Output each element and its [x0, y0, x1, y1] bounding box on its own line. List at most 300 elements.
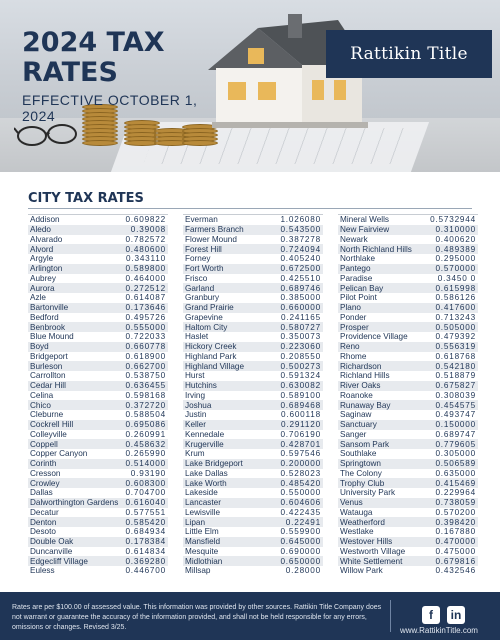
tax-rate: 0.28000 — [285, 566, 321, 576]
tax-rate: 1.026080 — [280, 215, 321, 225]
table-row — [338, 488, 478, 498]
table-row — [183, 371, 323, 381]
tax-rate: 0.577551 — [125, 507, 166, 517]
tax-rate: 0.425510 — [280, 273, 321, 283]
tax-rate: 0.485420 — [280, 478, 321, 488]
table-row — [338, 478, 478, 488]
city-name: Reno — [340, 342, 360, 352]
tax-rate: 0.600118 — [281, 410, 321, 420]
city-name: Westlake — [340, 527, 374, 537]
city-name: Sanctuary — [340, 420, 377, 430]
city-name: Bartonville — [30, 303, 69, 313]
table-row — [183, 274, 323, 284]
tax-rate: 0.689746 — [280, 283, 321, 293]
city-name: Carrollton — [30, 371, 66, 381]
tax-rate: 0.454575 — [435, 400, 476, 410]
table-row — [183, 498, 323, 508]
city-name: Double Oak — [30, 537, 74, 547]
tax-rate: 0.713243 — [435, 312, 476, 322]
city-name: Mineral Wells — [340, 215, 389, 225]
tax-rate: 0.782572 — [125, 234, 166, 244]
city-name: Lancaster — [185, 498, 221, 508]
city-name: Keller — [185, 420, 206, 430]
table-row — [183, 225, 323, 235]
tax-rate: 0.480600 — [125, 244, 166, 254]
tax-rate: 0.5732944 — [430, 215, 476, 225]
tax-rate: 0.464000 — [125, 273, 166, 283]
table-row — [338, 508, 478, 518]
city-name: Pantego — [340, 264, 371, 274]
city-name: Lipan — [185, 517, 206, 527]
rates-column-1 — [28, 214, 168, 576]
tax-rate: 0.538750 — [125, 371, 166, 381]
tax-rate: 0.229964 — [435, 488, 476, 498]
city-name: Northlake — [340, 254, 376, 264]
city-name: Southlake — [340, 449, 377, 459]
tax-rate: 0.265990 — [125, 449, 166, 459]
table-row — [28, 459, 168, 469]
tax-rate: 0.428701 — [280, 439, 321, 449]
city-name: Denton — [30, 517, 57, 527]
tax-rate: 0.604606 — [280, 498, 321, 508]
city-name: Sanger — [340, 429, 367, 439]
city-name: Kennedale — [185, 429, 225, 439]
website-link[interactable]: www.RattikinTitle.com — [400, 626, 478, 635]
tax-rate: 0.695086 — [125, 420, 166, 430]
tax-rate: 0.614834 — [125, 546, 166, 556]
tax-rate: 0.475000 — [435, 546, 476, 556]
table-row — [183, 410, 323, 420]
table-row — [183, 215, 323, 225]
table-row — [338, 566, 478, 576]
tax-rate: 0.570000 — [435, 264, 476, 274]
table-row — [183, 332, 323, 342]
tax-rate: 0.489389 — [435, 244, 476, 254]
table-row — [183, 244, 323, 254]
table-row — [183, 313, 323, 323]
tax-rate: 0.385000 — [280, 293, 321, 303]
city-name: Ponder — [340, 312, 367, 322]
tax-rate: 0.689468 — [280, 400, 321, 410]
tax-rate: 0.585420 — [125, 517, 166, 527]
city-name: Hutchins — [185, 381, 217, 391]
footer — [0, 592, 500, 640]
tax-rate: 0.241165 — [281, 312, 321, 322]
city-name: Celina — [30, 390, 54, 400]
city-name: Crowley — [30, 478, 60, 488]
divider — [28, 208, 472, 209]
table-row — [338, 283, 478, 293]
tax-rate: 0.689747 — [435, 429, 476, 439]
tax-rate: 0.495726 — [125, 312, 166, 322]
tax-rate: 0.559900 — [280, 527, 321, 537]
footer-divider — [390, 600, 391, 632]
table-row — [183, 342, 323, 352]
tax-rate: 0.662700 — [125, 361, 166, 371]
city-name: Blue Mound — [30, 332, 74, 342]
table-row — [28, 264, 168, 274]
city-name: Krugerville — [185, 439, 224, 449]
table-row — [28, 244, 168, 254]
facebook-icon[interactable]: f — [422, 606, 440, 624]
table-row — [183, 439, 323, 449]
table-row — [338, 313, 478, 323]
city-name: Plano — [340, 303, 361, 313]
table-row — [338, 293, 478, 303]
tax-rate: 0.178384 — [125, 537, 166, 547]
table-row — [28, 342, 168, 352]
city-name: Irving — [185, 390, 206, 400]
table-row — [183, 322, 323, 332]
city-name: Addison — [30, 215, 60, 225]
brand-logo — [326, 30, 492, 78]
tax-rate: 0.555000 — [125, 322, 166, 332]
table-row — [28, 439, 168, 449]
table-row — [28, 537, 168, 547]
tax-rate: 0.305000 — [435, 449, 476, 459]
city-name: Trophy Club — [340, 478, 385, 488]
city-name: Krum — [185, 449, 205, 459]
table-row — [28, 527, 168, 537]
table-row — [338, 235, 478, 245]
tax-rate: 0.208550 — [280, 351, 321, 361]
table-row — [28, 215, 168, 225]
city-name: Willow Park — [340, 566, 383, 576]
table-row — [28, 225, 168, 235]
city-name: Granbury — [185, 293, 220, 303]
table-row — [183, 547, 323, 557]
table-row — [28, 449, 168, 459]
city-name: Cresson — [30, 468, 61, 478]
title-block — [22, 27, 208, 124]
city-name: Everman — [185, 215, 218, 225]
city-name: Edgecliff Village — [30, 556, 88, 566]
city-name: Lake Bridgeport — [185, 459, 243, 469]
tax-rate: 0.589800 — [125, 264, 166, 274]
rates-column-2 — [183, 214, 323, 576]
tax-rate: 0.22491 — [285, 517, 321, 527]
city-name: Alvord — [30, 244, 54, 254]
tax-rate: 0.724094 — [280, 244, 321, 254]
table-row — [338, 215, 478, 225]
tax-rate: 0.635000 — [435, 468, 476, 478]
table-row — [338, 537, 478, 547]
table-row — [338, 391, 478, 401]
table-row — [338, 469, 478, 479]
tax-rate: 0.660000 — [280, 303, 321, 313]
tax-rate: 0.543500 — [280, 225, 321, 235]
city-name: Aurora — [30, 283, 55, 293]
tax-rate: 0.173646 — [125, 303, 166, 313]
table-row — [338, 332, 478, 342]
city-name: Lake Dallas — [185, 468, 228, 478]
table-row — [28, 352, 168, 362]
city-name: Copper Canyon — [30, 449, 88, 459]
city-name: Sansom Park — [340, 439, 390, 449]
table-row — [183, 430, 323, 440]
tax-rate: 0.150000 — [435, 420, 476, 430]
city-name: Bridgeport — [30, 351, 68, 361]
tax-rate: 0.660778 — [125, 342, 166, 352]
table-row — [183, 254, 323, 264]
table-row — [183, 488, 323, 498]
city-name: Highland Park — [185, 351, 237, 361]
table-row — [183, 537, 323, 547]
tax-rate: 0.93190 — [130, 468, 166, 478]
brand-name: Rattikin Title — [350, 44, 468, 64]
tax-rate: 0.679816 — [435, 556, 476, 566]
tax-rate: 0.618900 — [125, 351, 166, 361]
table-row — [338, 264, 478, 274]
city-name: Hickory Creek — [185, 342, 237, 352]
city-name: Runaway Bay — [340, 400, 391, 410]
city-name: Boyd — [30, 342, 49, 352]
tax-rate: 0.417600 — [435, 303, 476, 313]
city-name: Frisco — [185, 273, 208, 283]
city-name: Little Elm — [185, 527, 219, 537]
city-name: Dallas — [30, 488, 53, 498]
city-name: Burleson — [30, 361, 63, 371]
table-row — [338, 244, 478, 254]
tax-rate: 0.223060 — [280, 342, 321, 352]
city-name: Farmers Branch — [185, 225, 244, 235]
city-name: Grand Prairie — [185, 303, 234, 313]
city-name: Justin — [185, 410, 207, 420]
rates-column-3 — [338, 214, 478, 576]
city-name: Newark — [340, 234, 368, 244]
city-name: Forest Hill — [185, 244, 222, 254]
table-row — [183, 478, 323, 488]
city-name: River Oaks — [340, 381, 381, 391]
tax-rate: 0.372720 — [125, 400, 166, 410]
table-row — [338, 381, 478, 391]
tax-rate: 0.704700 — [125, 488, 166, 498]
table-row — [183, 303, 323, 313]
city-name: Colleyville — [30, 429, 67, 439]
city-name: Chico — [30, 400, 51, 410]
city-name: Aledo — [30, 225, 51, 235]
city-name: Garland — [185, 283, 215, 293]
tax-rate: 0.570200 — [435, 507, 476, 517]
city-name: North Richland Hills — [340, 244, 412, 254]
table-row — [28, 517, 168, 527]
city-name: Prosper — [340, 322, 369, 332]
table-row — [28, 410, 168, 420]
city-name: Millsap — [185, 566, 211, 576]
city-name: Springtown — [340, 459, 381, 469]
city-name: Aubrey — [30, 273, 56, 283]
table-row — [28, 381, 168, 391]
table-row — [183, 352, 323, 362]
city-name: Arlington — [30, 264, 63, 274]
city-name: Decatur — [30, 507, 59, 517]
city-name: Bedford — [30, 312, 59, 322]
table-row — [28, 391, 168, 401]
tax-rate: 0.738059 — [435, 498, 476, 508]
city-name: Joshua — [185, 400, 212, 410]
city-name: Weatherford — [340, 517, 385, 527]
tax-rate: 0.608300 — [125, 478, 166, 488]
table-row — [338, 371, 478, 381]
tax-rate: 0.645000 — [280, 537, 321, 547]
table-row — [28, 400, 168, 410]
city-name: Westover Hills — [340, 537, 393, 547]
table-row — [183, 283, 323, 293]
table-row — [183, 449, 323, 459]
city-name: New Fairview — [340, 225, 390, 235]
tax-rate: 0.369280 — [125, 556, 166, 566]
table-row — [338, 322, 478, 332]
table-row — [338, 420, 478, 430]
tax-rate: 0.630082 — [280, 381, 321, 391]
table-row — [183, 469, 323, 479]
table-row — [183, 293, 323, 303]
table-row — [28, 478, 168, 488]
city-name: Corinth — [30, 459, 57, 469]
tax-rate: 0.550000 — [280, 488, 321, 498]
tax-rate: 0.779605 — [435, 439, 476, 449]
city-name: University Park — [340, 488, 396, 498]
table-row — [28, 556, 168, 566]
table-row — [28, 313, 168, 323]
tax-rate: 0.400620 — [435, 234, 476, 244]
city-name: Cedar Hill — [30, 381, 66, 391]
table-row — [338, 498, 478, 508]
table-row — [183, 556, 323, 566]
table-row — [338, 449, 478, 459]
table-row — [338, 410, 478, 420]
table-row — [183, 400, 323, 410]
table-row — [28, 332, 168, 342]
tax-rate: 0.586126 — [435, 293, 476, 303]
city-name: Coppell — [30, 439, 58, 449]
tax-rate: 0.432546 — [435, 566, 476, 576]
table-row — [183, 391, 323, 401]
city-name: Richland Hills — [340, 371, 390, 381]
city-name: Mansfield — [185, 537, 221, 547]
tax-rate: 0.598168 — [125, 390, 166, 400]
tax-rate: 0.295000 — [435, 254, 476, 264]
tax-rate: 0.650000 — [280, 556, 321, 566]
city-name: Fort Worth — [185, 264, 224, 274]
city-name: Watauga — [340, 507, 373, 517]
table-row — [338, 547, 478, 557]
tax-rate: 0.260991 — [125, 429, 166, 439]
city-name: Midlothian — [185, 556, 223, 566]
tax-rate: 0.614087 — [125, 293, 166, 303]
table-row — [183, 420, 323, 430]
city-name: Cockrell Hill — [30, 420, 74, 430]
table-row — [338, 527, 478, 537]
tax-rate: 0.506589 — [435, 459, 476, 469]
city-name: Mesquite — [185, 546, 219, 556]
table-row — [338, 274, 478, 284]
city-name: Flower Mound — [185, 234, 237, 244]
table-row — [338, 352, 478, 362]
table-row — [28, 274, 168, 284]
city-name: Lakeside — [185, 488, 218, 498]
table-row — [338, 303, 478, 313]
tax-rate: 0.580727 — [280, 322, 321, 332]
city-name: Pelican Bay — [340, 283, 384, 293]
tax-rate: 0.415469 — [435, 478, 476, 488]
tax-rate: 0.446700 — [125, 566, 166, 576]
linkedin-icon[interactable]: in — [447, 606, 465, 624]
table-row — [28, 361, 168, 371]
tax-rate: 0.609822 — [125, 215, 166, 225]
tax-rate: 0.514000 — [125, 459, 166, 469]
tax-rate: 0.310000 — [435, 225, 476, 235]
tax-rate: 0.528023 — [280, 468, 321, 478]
tax-rate: 0.591324 — [280, 371, 321, 381]
tax-rate: 0.343110 — [126, 254, 166, 264]
city-name: Richardson — [340, 361, 382, 371]
table-row — [183, 381, 323, 391]
table-row — [183, 527, 323, 537]
tax-rate: 0.422435 — [280, 507, 321, 517]
tax-rate: 0.556319 — [435, 342, 476, 352]
page-title: 2024 TAX RATES — [22, 27, 165, 88]
city-name: Venus — [340, 498, 363, 508]
tax-rate: 0.493747 — [435, 410, 476, 420]
tax-rate: 0.588504 — [125, 410, 166, 420]
city-name: White Settlement — [340, 556, 403, 566]
hero-image — [0, 0, 500, 172]
table-row — [28, 488, 168, 498]
city-name: Lewisville — [185, 507, 221, 517]
tax-rate: 0.706190 — [280, 429, 321, 439]
tax-rate: 0.589100 — [280, 390, 321, 400]
tax-rate: 0.458632 — [125, 439, 166, 449]
tax-rate: 0.618768 — [435, 351, 476, 361]
tax-rate: 0.291120 — [281, 420, 321, 430]
tax-rate: 0.500273 — [280, 361, 321, 371]
tax-rate: 0.479392 — [435, 332, 476, 342]
table-row — [183, 566, 323, 576]
table-row — [28, 322, 168, 332]
tax-rate: 0.387278 — [280, 234, 321, 244]
table-row — [28, 293, 168, 303]
table-row — [338, 459, 478, 469]
effective-date: EFFECTIVE OCTOBER 1, 2024 — [22, 92, 198, 124]
table-row — [28, 303, 168, 313]
city-name: Paradise — [340, 273, 373, 283]
city-name: Cleburne — [30, 410, 64, 420]
table-row — [28, 283, 168, 293]
table-row — [183, 361, 323, 371]
table-row — [28, 254, 168, 264]
city-name: Azle — [30, 293, 46, 303]
section-heading: CITY TAX RATES — [28, 191, 144, 206]
table-row — [28, 420, 168, 430]
table-row — [338, 439, 478, 449]
tax-rate: 0.597546 — [280, 449, 321, 459]
tax-rate: 0.616040 — [125, 498, 166, 508]
city-name: Providence Village — [340, 332, 408, 342]
table-row — [338, 556, 478, 566]
tax-rate: 0.636455 — [125, 381, 166, 391]
tax-rate: 0.505000 — [435, 322, 476, 332]
tax-rate: 0.350073 — [280, 332, 321, 342]
table-row — [338, 517, 478, 527]
table-row — [338, 400, 478, 410]
city-name: Benbrook — [30, 322, 66, 332]
table-row — [28, 235, 168, 245]
tax-rate: 0.615998 — [435, 283, 476, 293]
city-name: Pilot Point — [340, 293, 377, 303]
table-row — [183, 459, 323, 469]
city-name: Roanoke — [340, 390, 373, 400]
